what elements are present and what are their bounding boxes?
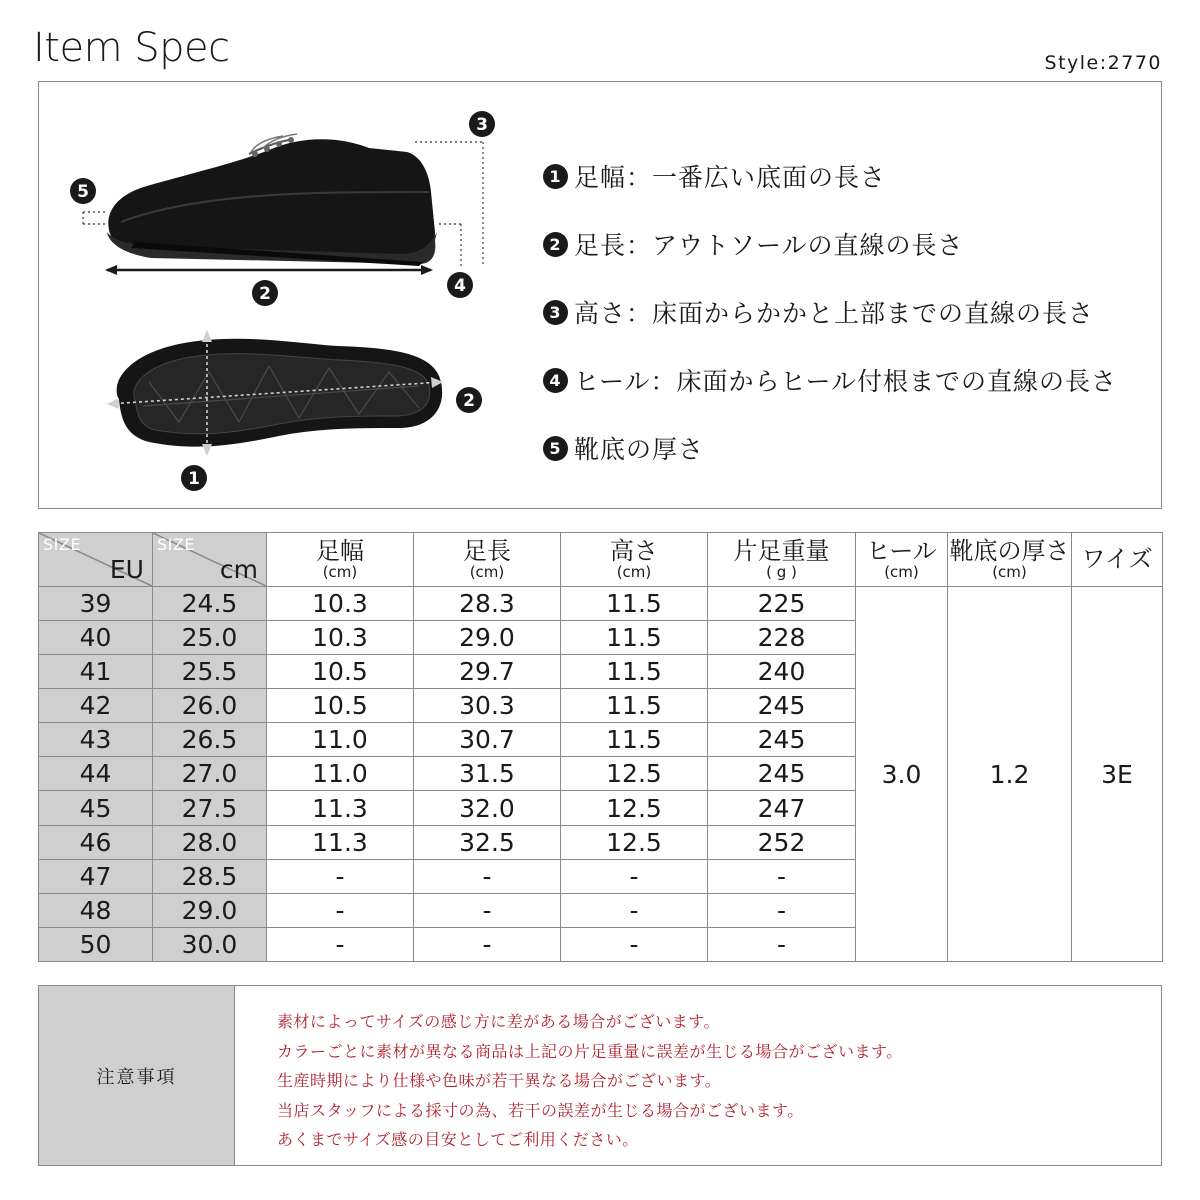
- cell-eu: 46: [39, 825, 153, 859]
- number-3-icon: 3: [543, 300, 568, 325]
- header-heel: ヒール (cm): [856, 533, 948, 587]
- legend-text: 高さ：床面からかかと上部までの直線の長さ: [574, 299, 1095, 328]
- notes-list: [235, 986, 903, 1165]
- cell-eu: 45: [39, 791, 153, 825]
- cell-weight: 245: [708, 723, 856, 757]
- size-label: SIZE: [157, 535, 195, 554]
- cell-height: 12.5: [561, 757, 708, 791]
- size-label: SIZE: [43, 535, 81, 554]
- cell-width: 11.3: [267, 825, 414, 859]
- cell-width: 11.0: [267, 723, 414, 757]
- note-item: カラーごとに素材が異なる商品は上記の片足重量に誤差が生じる場合がございます。: [277, 1041, 903, 1061]
- cell-length: 29.0: [414, 621, 561, 655]
- notes-label: 注意事項: [39, 986, 235, 1165]
- legend-text: ヒール：床面からヒール付根までの直線の長さ: [574, 367, 1118, 396]
- number-2-icon: 2: [543, 232, 568, 257]
- cell-cm: 28.0: [153, 825, 267, 859]
- header-foot-width: 足幅 (cm): [267, 533, 414, 587]
- cell-width: 10.3: [267, 587, 414, 621]
- note-item: 当店スタッフによる採寸の為、若干の誤差が生じる場合がございます。: [277, 1100, 804, 1120]
- cell-cm: 29.0: [153, 893, 267, 927]
- header-wise: ワイズ: [1072, 533, 1163, 587]
- style-code: Style:2770: [1044, 52, 1162, 74]
- cell-weight: 240: [708, 655, 856, 689]
- legend-item: [543, 278, 1117, 346]
- cell-weight: 245: [708, 757, 856, 791]
- cell-heel: 3.0: [856, 587, 948, 962]
- cell-cm: 27.5: [153, 791, 267, 825]
- cell-cm: 25.0: [153, 621, 267, 655]
- legend-item: [543, 142, 1117, 210]
- cell-weight: -: [708, 927, 856, 961]
- header-sole-thickness: 靴底の厚さ (cm): [948, 533, 1072, 587]
- cell-length: 32.0: [414, 791, 561, 825]
- eu-label: EU: [109, 554, 144, 584]
- cell-cm: 26.0: [153, 689, 267, 723]
- marker-1: [181, 465, 207, 491]
- cell-cm: 28.5: [153, 859, 267, 893]
- cell-cm: 24.5: [153, 587, 267, 621]
- cell-weight: -: [708, 859, 856, 893]
- svg-text:2: 2: [259, 284, 271, 304]
- svg-text:4: 4: [454, 276, 466, 296]
- cell-width: 11.0: [267, 757, 414, 791]
- note-item: 生産時期により仕様や色味が若干異なる場合がございます。: [277, 1071, 722, 1090]
- svg-text:1: 1: [188, 469, 200, 489]
- size-table: [38, 532, 1163, 962]
- legend-item: [543, 414, 1117, 482]
- cell-width: 10.3: [267, 621, 414, 655]
- marker-3: [469, 111, 495, 137]
- cell-cm: 26.5: [153, 723, 267, 757]
- cell-height: 12.5: [561, 825, 708, 859]
- cell-wise: 3E: [1072, 587, 1163, 962]
- cell-length: -: [414, 927, 561, 961]
- cell-cm: 25.5: [153, 655, 267, 689]
- cell-width: 10.5: [267, 689, 414, 723]
- cell-width: 10.5: [267, 655, 414, 689]
- cell-height: 11.5: [561, 655, 708, 689]
- cell-weight: 228: [708, 621, 856, 655]
- page-title: Item Spec: [33, 25, 230, 71]
- cell-eu: 41: [39, 655, 153, 689]
- cell-length: -: [414, 893, 561, 927]
- cell-length: 30.7: [414, 723, 561, 757]
- cell-weight: 252: [708, 825, 856, 859]
- cell-length: 32.5: [414, 825, 561, 859]
- cell-height: -: [561, 859, 708, 893]
- notes-section: [38, 985, 1162, 1166]
- cell-width: 11.3: [267, 791, 414, 825]
- cell-width: -: [267, 893, 414, 927]
- note-item: あくまでサイズ感の目安としてご利用ください。: [277, 1130, 639, 1149]
- cell-height: 12.5: [561, 791, 708, 825]
- cell-eu: 50: [39, 927, 153, 961]
- cm-label: cm: [219, 554, 258, 584]
- legend-text: 靴底の厚さ: [574, 435, 705, 464]
- cell-height: -: [561, 893, 708, 927]
- cell-weight: -: [708, 893, 856, 927]
- number-1-icon: 1: [543, 164, 568, 189]
- cell-length: 31.5: [414, 757, 561, 791]
- cell-weight: 225: [708, 587, 856, 621]
- header-height: 高さ (cm): [561, 533, 708, 587]
- marker-4: [447, 272, 473, 298]
- cell-eu: 43: [39, 723, 153, 757]
- legend-text: 足長：アウトソールの直線の長さ: [574, 231, 964, 260]
- header-weight: 片足重量 ( g ): [708, 533, 856, 587]
- cell-eu: 39: [39, 587, 153, 621]
- measurement-guide: [38, 81, 1162, 509]
- measurement-legend: [543, 142, 1117, 482]
- cell-length: 29.7: [414, 655, 561, 689]
- cell-eu: 47: [39, 859, 153, 893]
- cell-width: -: [267, 927, 414, 961]
- svg-text:2: 2: [463, 391, 475, 411]
- cell-eu: 44: [39, 757, 153, 791]
- header-size-cm: [153, 533, 267, 587]
- number-4-icon: 4: [543, 368, 568, 393]
- cell-length: -: [414, 859, 561, 893]
- cell-height: 11.5: [561, 621, 708, 655]
- marker-5: [70, 178, 96, 204]
- number-5-icon: 5: [543, 436, 568, 461]
- cell-eu: 48: [39, 893, 153, 927]
- cell-weight: 247: [708, 791, 856, 825]
- cell-cm: 27.0: [153, 757, 267, 791]
- legend-text: 足幅：一番広い底面の長さ: [574, 163, 887, 192]
- cell-sole-thickness: 1.2: [948, 587, 1072, 962]
- cell-height: 11.5: [561, 689, 708, 723]
- cell-length: 30.3: [414, 689, 561, 723]
- note-item: 素材によってサイズの感じ方に差がある場合がございます。: [277, 1012, 720, 1031]
- header-size-eu: [39, 533, 153, 587]
- svg-text:5: 5: [77, 182, 89, 202]
- marker-2-side: [252, 280, 278, 306]
- svg-text:3: 3: [476, 115, 488, 135]
- cell-length: 28.3: [414, 587, 561, 621]
- cell-height: 11.5: [561, 587, 708, 621]
- shoe-illustration: [39, 82, 539, 508]
- cell-width: -: [267, 859, 414, 893]
- table-header-row: [39, 533, 1163, 587]
- cell-height: -: [561, 927, 708, 961]
- legend-item: [543, 346, 1117, 414]
- cell-height: 11.5: [561, 723, 708, 757]
- table-row: [39, 587, 1163, 621]
- cell-eu: 40: [39, 621, 153, 655]
- cell-weight: 245: [708, 689, 856, 723]
- legend-item: [543, 210, 1117, 278]
- cell-cm: 30.0: [153, 927, 267, 961]
- shoe-side-view: [107, 134, 437, 266]
- header-foot-length: 足長 (cm): [414, 533, 561, 587]
- cell-eu: 42: [39, 689, 153, 723]
- marker-2-sole: [456, 387, 482, 413]
